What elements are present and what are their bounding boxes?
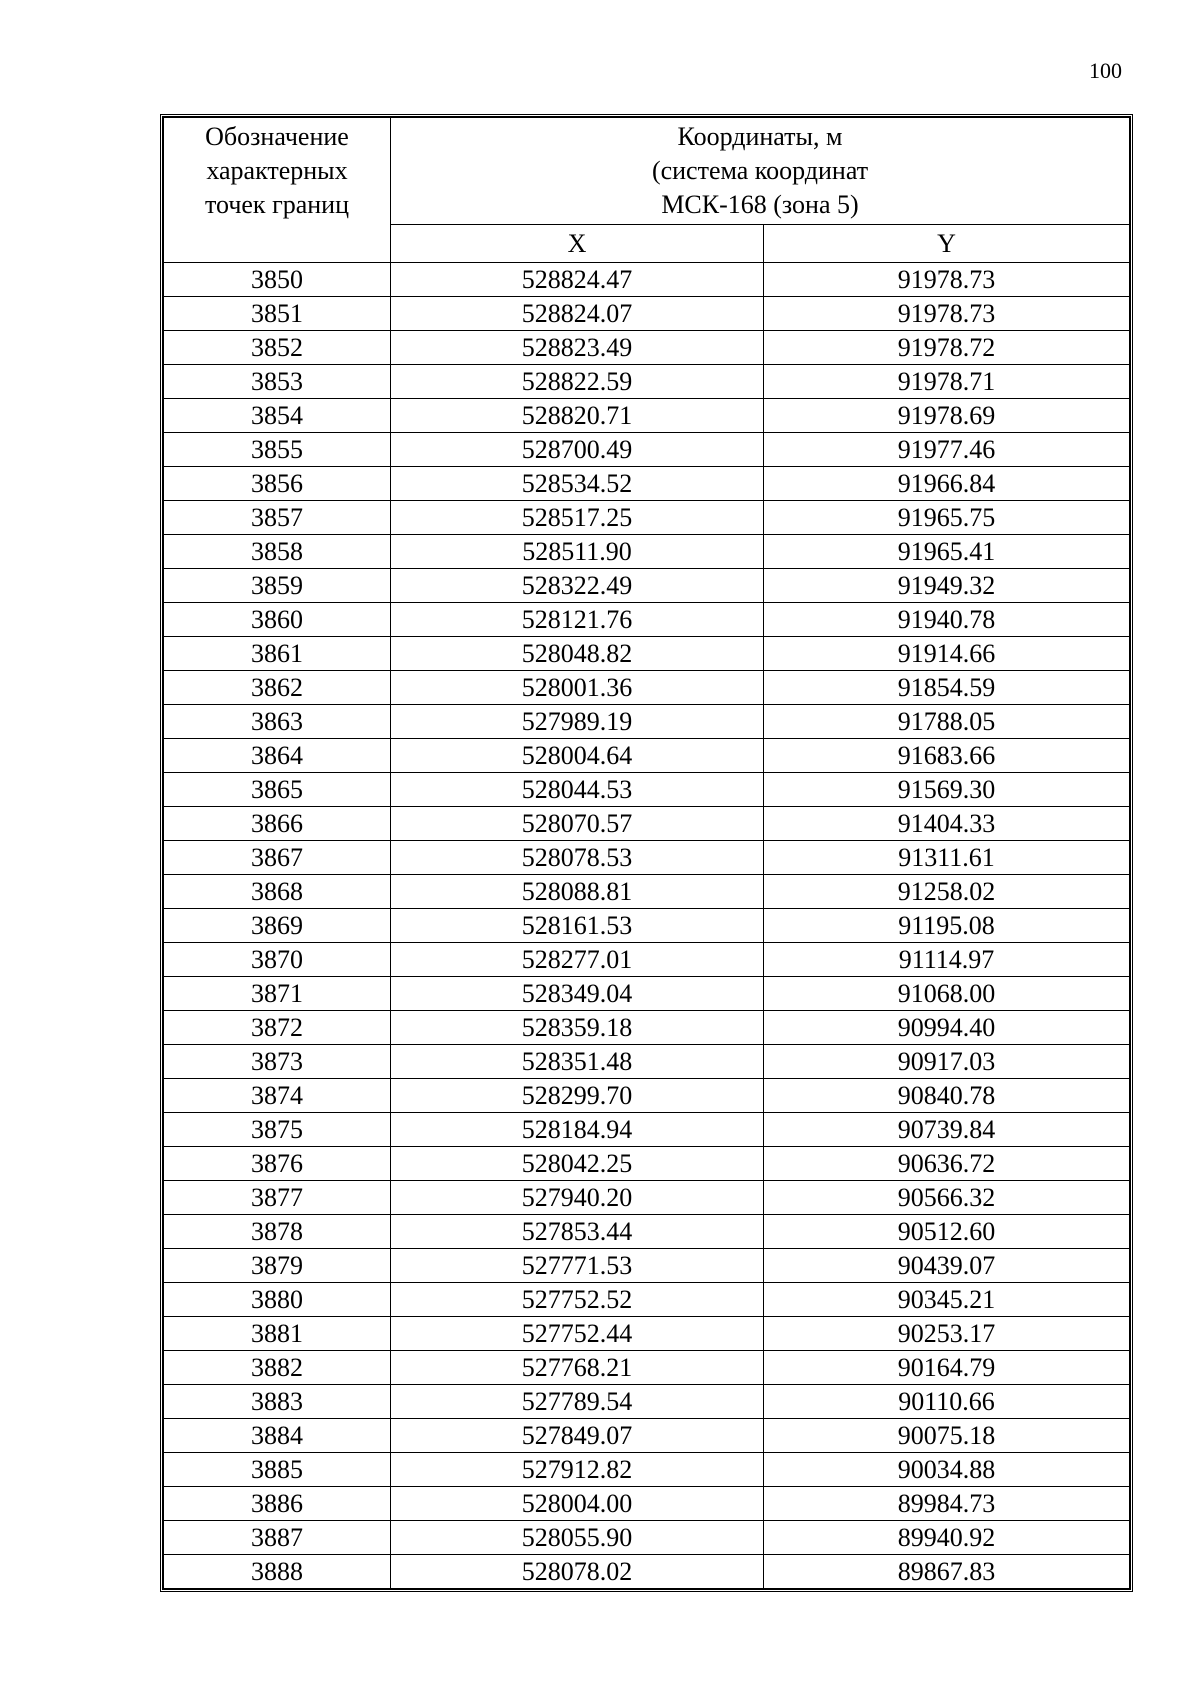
y-coordinate-cell: 91914.66 xyxy=(764,637,1130,671)
point-id-cell: 3870 xyxy=(164,943,391,977)
x-coordinate-cell: 528277.01 xyxy=(391,943,764,977)
x-column-header: X xyxy=(391,225,764,263)
table-row xyxy=(164,1453,1130,1487)
y-coordinate-cell: 91258.02 xyxy=(764,875,1130,909)
point-id-cell: 3884 xyxy=(164,1419,391,1453)
x-coordinate-cell: 528048.82 xyxy=(391,637,764,671)
point-id-cell: 3856 xyxy=(164,467,391,501)
point-id-cell: 3881 xyxy=(164,1317,391,1351)
table-row xyxy=(164,365,1130,399)
point-id-cell: 3878 xyxy=(164,1215,391,1249)
x-coordinate-cell: 527849.07 xyxy=(391,1419,764,1453)
point-id-cell: 3887 xyxy=(164,1521,391,1555)
x-coordinate-cell: 528088.81 xyxy=(391,875,764,909)
y-coordinate-cell: 91114.97 xyxy=(764,943,1130,977)
table-body xyxy=(164,263,1130,1589)
point-id-cell: 3864 xyxy=(164,739,391,773)
table-row xyxy=(164,671,1130,705)
point-id-cell: 3883 xyxy=(164,1385,391,1419)
x-coordinate-cell: 527940.20 xyxy=(391,1181,764,1215)
header-line: (система координат xyxy=(651,156,869,185)
y-column-header: Y xyxy=(764,225,1130,263)
y-coordinate-cell: 91949.32 xyxy=(764,569,1130,603)
page-number: 100 xyxy=(1089,58,1122,83)
table-row xyxy=(164,331,1130,365)
y-coordinate-cell: 90110.66 xyxy=(764,1385,1130,1419)
header-line: Координаты, м xyxy=(677,122,843,151)
x-coordinate-cell: 527853.44 xyxy=(391,1215,764,1249)
y-coordinate-cell: 91788.05 xyxy=(764,705,1130,739)
x-coordinate-cell: 528824.47 xyxy=(391,263,764,297)
y-coordinate-cell: 91404.33 xyxy=(764,807,1130,841)
y-coordinate-cell: 90345.21 xyxy=(764,1283,1130,1317)
table-row xyxy=(164,1521,1130,1555)
x-coordinate-cell: 527771.53 xyxy=(391,1249,764,1283)
coordinates-header xyxy=(391,118,1130,225)
point-id-cell: 3865 xyxy=(164,773,391,807)
y-coordinate-cell: 89867.83 xyxy=(764,1555,1130,1589)
table-row xyxy=(164,263,1130,297)
table-row xyxy=(164,1317,1130,1351)
point-id-cell: 3855 xyxy=(164,433,391,467)
point-id-cell: 3871 xyxy=(164,977,391,1011)
point-id-cell: 3863 xyxy=(164,705,391,739)
table-row xyxy=(164,433,1130,467)
y-coordinate-cell: 90253.17 xyxy=(764,1317,1130,1351)
x-coordinate-cell: 528517.25 xyxy=(391,501,764,535)
y-coordinate-cell: 90739.84 xyxy=(764,1113,1130,1147)
point-id-cell: 3862 xyxy=(164,671,391,705)
table-row xyxy=(164,1113,1130,1147)
x-coordinate-cell: 528070.57 xyxy=(391,807,764,841)
x-coordinate-cell: 528055.90 xyxy=(391,1521,764,1555)
x-coordinate-cell: 528359.18 xyxy=(391,1011,764,1045)
x-coordinate-cell: 528351.48 xyxy=(391,1045,764,1079)
x-coordinate-cell: 527768.21 xyxy=(391,1351,764,1385)
x-coordinate-cell: 528322.49 xyxy=(391,569,764,603)
point-id-cell: 3853 xyxy=(164,365,391,399)
point-id-cell: 3877 xyxy=(164,1181,391,1215)
y-coordinate-cell: 91977.46 xyxy=(764,433,1130,467)
y-coordinate-cell: 91854.59 xyxy=(764,671,1130,705)
y-coordinate-cell: 91683.66 xyxy=(764,739,1130,773)
x-coordinate-cell: 528078.53 xyxy=(391,841,764,875)
y-coordinate-cell: 91978.73 xyxy=(764,297,1130,331)
header-line: Обозначение xyxy=(205,122,349,151)
table-row xyxy=(164,569,1130,603)
point-id-cell: 3885 xyxy=(164,1453,391,1487)
x-coordinate-cell: 528824.07 xyxy=(391,297,764,331)
point-id-cell: 3852 xyxy=(164,331,391,365)
x-coordinate-cell: 528820.71 xyxy=(391,399,764,433)
table-row xyxy=(164,1487,1130,1521)
point-id-cell: 3875 xyxy=(164,1113,391,1147)
table-row xyxy=(164,1181,1130,1215)
y-coordinate-cell: 91965.41 xyxy=(764,535,1130,569)
table-row xyxy=(164,807,1130,841)
y-coordinate-cell: 91978.71 xyxy=(764,365,1130,399)
x-coordinate-cell: 528001.36 xyxy=(391,671,764,705)
table-row xyxy=(164,841,1130,875)
point-id-cell: 3882 xyxy=(164,1351,391,1385)
x-coordinate-cell: 528299.70 xyxy=(391,1079,764,1113)
point-id-cell: 3873 xyxy=(164,1045,391,1079)
x-coordinate-cell: 528121.76 xyxy=(391,603,764,637)
header-line: точек границ xyxy=(204,190,350,219)
table-row xyxy=(164,977,1130,1011)
y-coordinate-cell: 90034.88 xyxy=(764,1453,1130,1487)
table-row xyxy=(164,1555,1130,1589)
point-id-cell: 3857 xyxy=(164,501,391,535)
y-coordinate-cell: 90917.03 xyxy=(764,1045,1130,1079)
point-id-cell: 3876 xyxy=(164,1147,391,1181)
table-row xyxy=(164,1249,1130,1283)
x-coordinate-cell: 528042.25 xyxy=(391,1147,764,1181)
point-id-cell: 3872 xyxy=(164,1011,391,1045)
table-row xyxy=(164,773,1130,807)
table-row xyxy=(164,603,1130,637)
x-coordinate-cell: 527989.19 xyxy=(391,705,764,739)
y-coordinate-cell: 91311.61 xyxy=(764,841,1130,875)
table-row xyxy=(164,875,1130,909)
y-coordinate-cell: 90512.60 xyxy=(764,1215,1130,1249)
table-row xyxy=(164,1147,1130,1181)
coordinates-table xyxy=(163,117,1130,1589)
point-id-cell: 3879 xyxy=(164,1249,391,1283)
point-id-cell: 3850 xyxy=(164,263,391,297)
point-id-cell: 3854 xyxy=(164,399,391,433)
header-line: МСК-168 (зона 5) xyxy=(661,190,859,219)
y-coordinate-cell: 90840.78 xyxy=(764,1079,1130,1113)
y-coordinate-cell: 91195.08 xyxy=(764,909,1130,943)
y-coordinate-cell: 89940.92 xyxy=(764,1521,1130,1555)
x-coordinate-cell: 528349.04 xyxy=(391,977,764,1011)
point-id-cell: 3851 xyxy=(164,297,391,331)
y-coordinate-cell: 90439.07 xyxy=(764,1249,1130,1283)
x-coordinate-cell: 528822.59 xyxy=(391,365,764,399)
point-id-cell: 3886 xyxy=(164,1487,391,1521)
table-row xyxy=(164,1351,1130,1385)
x-coordinate-cell: 528184.94 xyxy=(391,1113,764,1147)
x-coordinate-cell: 528511.90 xyxy=(391,535,764,569)
point-designation-header xyxy=(164,118,391,263)
table-row xyxy=(164,1011,1130,1045)
y-coordinate-cell: 91978.72 xyxy=(764,331,1130,365)
y-coordinate-cell: 89984.73 xyxy=(764,1487,1130,1521)
x-coordinate-cell: 527789.54 xyxy=(391,1385,764,1419)
point-id-cell: 3869 xyxy=(164,909,391,943)
y-coordinate-cell: 90075.18 xyxy=(764,1419,1130,1453)
x-coordinate-cell: 527912.82 xyxy=(391,1453,764,1487)
y-coordinate-cell: 90636.72 xyxy=(764,1147,1130,1181)
header-line: характерных xyxy=(206,156,348,185)
x-coordinate-cell: 528078.02 xyxy=(391,1555,764,1589)
table-row xyxy=(164,399,1130,433)
x-coordinate-cell: 528004.64 xyxy=(391,739,764,773)
y-coordinate-cell: 91965.75 xyxy=(764,501,1130,535)
point-id-cell: 3880 xyxy=(164,1283,391,1317)
table-row xyxy=(164,637,1130,671)
table-row xyxy=(164,943,1130,977)
x-coordinate-cell: 528161.53 xyxy=(391,909,764,943)
x-coordinate-cell: 528700.49 xyxy=(391,433,764,467)
table-row xyxy=(164,705,1130,739)
y-coordinate-cell: 91978.73 xyxy=(764,263,1130,297)
x-coordinate-cell: 527752.52 xyxy=(391,1283,764,1317)
point-id-cell: 3859 xyxy=(164,569,391,603)
table-row xyxy=(164,467,1130,501)
y-coordinate-cell: 90566.32 xyxy=(764,1181,1130,1215)
point-id-cell: 3867 xyxy=(164,841,391,875)
y-coordinate-cell: 91978.69 xyxy=(764,399,1130,433)
y-coordinate-cell: 91068.00 xyxy=(764,977,1130,1011)
x-coordinate-cell: 528534.52 xyxy=(391,467,764,501)
x-coordinate-cell: 527752.44 xyxy=(391,1317,764,1351)
x-coordinate-cell: 528823.49 xyxy=(391,331,764,365)
point-id-cell: 3861 xyxy=(164,637,391,671)
table-row xyxy=(164,1283,1130,1317)
point-id-cell: 3888 xyxy=(164,1555,391,1589)
table-row xyxy=(164,535,1130,569)
table-header xyxy=(164,118,1130,263)
y-coordinate-cell: 91940.78 xyxy=(764,603,1130,637)
table-row xyxy=(164,1045,1130,1079)
point-id-cell: 3868 xyxy=(164,875,391,909)
point-id-cell: 3874 xyxy=(164,1079,391,1113)
table-row xyxy=(164,297,1130,331)
y-coordinate-cell: 91569.30 xyxy=(764,773,1130,807)
table-row xyxy=(164,501,1130,535)
table-row xyxy=(164,1215,1130,1249)
point-id-cell: 3858 xyxy=(164,535,391,569)
point-id-cell: 3860 xyxy=(164,603,391,637)
y-coordinate-cell: 90164.79 xyxy=(764,1351,1130,1385)
table-row xyxy=(164,909,1130,943)
table-row xyxy=(164,1385,1130,1419)
table-row xyxy=(164,1419,1130,1453)
x-coordinate-cell: 528044.53 xyxy=(391,773,764,807)
table-row xyxy=(164,1079,1130,1113)
table-row xyxy=(164,739,1130,773)
y-coordinate-cell: 90994.40 xyxy=(764,1011,1130,1045)
y-coordinate-cell: 91966.84 xyxy=(764,467,1130,501)
x-coordinate-cell: 528004.00 xyxy=(391,1487,764,1521)
point-id-cell: 3866 xyxy=(164,807,391,841)
coordinates-table-frame xyxy=(160,114,1133,1592)
